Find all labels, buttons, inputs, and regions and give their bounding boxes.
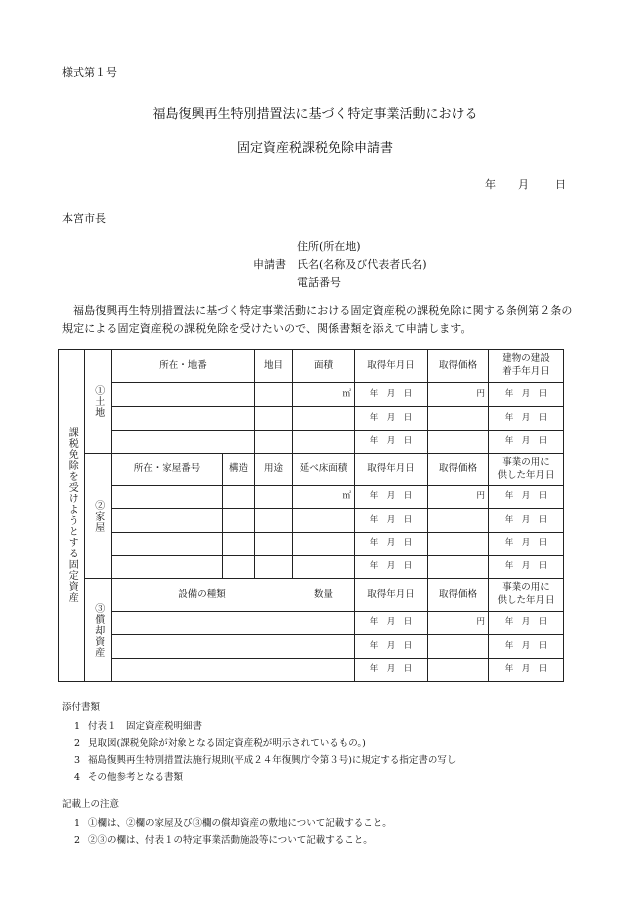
section-label-depreciable: ③償却資産: [92, 602, 104, 658]
attachment-item-number: 1: [74, 721, 81, 732]
notes-heading: 記載上の注意: [62, 799, 120, 810]
attachment-item-number: 2: [74, 738, 81, 749]
house-business-date: 年 月 日: [504, 514, 548, 525]
house-acquired-date: 年 月 日: [369, 561, 413, 572]
attachment-item-text: 付表１ 固定資産税明細書: [88, 721, 203, 732]
land-header-area: 面積: [313, 359, 333, 371]
house-header-acquired: 取得年月日: [367, 463, 415, 475]
document-title-line2: 固定資産税課税免除申請書: [236, 141, 393, 156]
depreciable-acquired-date: 年 月 日: [369, 640, 413, 651]
asset-table: [58, 349, 564, 682]
addressee: 本宮市長: [62, 212, 106, 225]
date-day-label: 日: [555, 178, 566, 191]
land-construction-date: 年 月 日: [504, 388, 548, 399]
depreciable-header-kind: 設備の種類: [178, 588, 226, 600]
depreciable-header-acquired: 取得年月日: [367, 588, 415, 600]
house-acquired-date: 年 月 日: [369, 538, 413, 549]
depreciable-price-unit: 円: [476, 617, 485, 628]
depreciable-business-date: 年 月 日: [504, 617, 548, 628]
note-item-text: ②③の欄は、付表１の特定事業活動施設等について記載すること。: [88, 835, 373, 846]
house-header-structure: 構造: [228, 463, 248, 475]
applicant-label: 申請書: [253, 258, 286, 271]
house-header-price: 取得価格: [438, 463, 477, 475]
depreciable-header-business-line2: 供した年月日: [497, 595, 555, 606]
land-header-construction: [489, 350, 563, 382]
attachment-item-number: 4: [74, 772, 81, 783]
attachments-heading: 添付書類: [62, 702, 101, 713]
application-statement: 福島復興再生特別措置法に基づく特定事業活動における固定資産税の課税免除に関する条例第２条の規定による固定資産税の課税免除を受けたいので、関係書類を添えて申請します。: [62, 304, 573, 335]
house-price-unit: 円: [476, 491, 485, 502]
applicant-address-label: 住所(所在地): [297, 240, 361, 253]
land-header-location: 所在・地番: [159, 359, 207, 371]
land-acquired-date: 年 月 日: [369, 412, 413, 423]
attachment-item-text: 見取図(課税免除が対象となる固定資産税が明示されているもの。): [88, 738, 366, 749]
date-year-label: 年: [485, 178, 496, 191]
depreciable-acquired-date: 年 月 日: [369, 664, 413, 675]
land-header-category: 地目: [263, 359, 283, 371]
attachment-item-text: 福島復興再生特別措置法施行規則(平成２４年復興庁令第３号)に規定する指定書の写し: [88, 755, 457, 766]
house-header-business-line1: 事業の用に: [502, 456, 550, 468]
depreciable-acquired-date: 年 月 日: [369, 617, 413, 628]
applicant-phone-label: 電話番号: [297, 276, 341, 289]
section-label-house: ②家屋: [92, 499, 104, 533]
house-header-business-start: [489, 454, 563, 485]
house-header-location: 所在・家屋番号: [133, 463, 201, 475]
house-business-date: 年 月 日: [504, 538, 548, 549]
land-construction-date: 年 月 日: [504, 436, 548, 447]
house-area-unit: ㎡: [342, 491, 351, 502]
attachment-item: [74, 769, 183, 783]
applicant-name-label: 氏名(名称及び代表者氏名): [297, 258, 427, 271]
attachment-item-text: その他参考となる書類: [88, 772, 184, 783]
depreciable-header-business-line1: 事業の用に: [502, 582, 550, 594]
attachment-item: [74, 752, 456, 766]
depreciable-business-date: 年 月 日: [504, 664, 548, 675]
land-acquired-date: 年 月 日: [369, 436, 413, 447]
house-header-business-line2: 供した年月日: [497, 469, 555, 481]
document-title-line1: 福島復興再生特別措置法に基づく特定事業活動における: [152, 107, 478, 122]
house-business-date: 年 月 日: [504, 561, 548, 572]
house-acquired-date: 年 月 日: [369, 491, 413, 502]
note-item-text: ①欄は、②欄の家屋及び③欄の償却資産の敷地について記載すること。: [88, 818, 392, 829]
attachment-item: [74, 718, 202, 732]
depreciable-header-price: 取得価格: [438, 588, 477, 600]
note-item-number: 1: [74, 818, 81, 829]
note-item: [74, 832, 373, 846]
depreciable-header-quantity: 数量: [313, 588, 333, 600]
house-acquired-date: 年 月 日: [369, 514, 413, 525]
form-number: 様式第１号: [62, 66, 117, 79]
land-price-unit: 円: [476, 388, 485, 399]
land-area-unit: ㎡: [342, 388, 351, 399]
house-business-date: 年 月 日: [504, 491, 548, 502]
attachment-item-number: 3: [74, 755, 81, 766]
attachment-item: [74, 735, 366, 749]
depreciable-header-business-start: [489, 579, 563, 611]
depreciable-business-date: 年 月 日: [504, 640, 548, 651]
land-acquired-date: 年 月 日: [369, 388, 413, 399]
land-construction-date: 年 月 日: [504, 412, 548, 423]
land-header-construction-line1: 建物の建設: [502, 353, 550, 365]
land-header-acquired: 取得年月日: [367, 359, 415, 371]
date-month-label: 月: [518, 178, 529, 191]
table-side-label: 課税免除を受けようとする固定資産: [66, 427, 78, 603]
note-item: [74, 815, 392, 829]
section-label-land: ①土地: [92, 384, 104, 418]
land-header-construction-line2: 着手年月日: [502, 366, 550, 377]
house-header-floor-area: 延べ床面積: [299, 463, 348, 475]
note-item-number: 2: [74, 835, 81, 846]
house-header-use: 用途: [263, 463, 283, 475]
land-header-price: 取得価格: [438, 359, 477, 371]
